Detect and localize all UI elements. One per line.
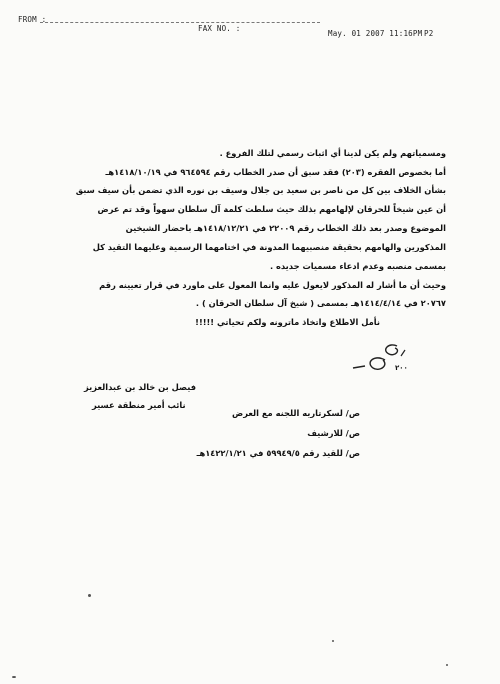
body-line-1: ومسمياتهم ولم يكن لدينا أي اثبات رسمي لتلك الفروع . — [219, 148, 446, 158]
signatory-title: نائب أمير منطقة عسير — [92, 400, 186, 410]
body-line-6: المذكورين والهامهم بحقيقة منصبيهما المدونة في اختامهما الرسمية وعليهما التقيد كل — [92, 242, 446, 252]
fax-number-label: FAX NO. : — [198, 24, 241, 33]
body-line-4: أن عين شيخاً للحرقان لإلهامهم بذلك حيث سلطت كلمة آل سلطان سهواً وقد تم عرض — [97, 204, 446, 214]
distribution-line-3: ص/ للقيد رقم ٥٩٩٤٩/٥ في ١٤٢٢/١/٢١هـ — [196, 448, 360, 458]
initials-note: ٢٠٠ — [395, 364, 408, 372]
fax-header-divider — [40, 22, 320, 23]
distribution-line-1: ص/ لسكرتاريه اللجنه مع العرض — [232, 408, 360, 418]
body-line-8: وحيث أن ما أشار له المذكور لايعول عليه وانما المعول على ماورد في قرار تعيينه رقم — [99, 280, 446, 290]
body-line-7: بمسمى منصبه وعدم ادعاء مسميات جديده . — [269, 261, 446, 271]
scan-speck — [446, 664, 448, 666]
body-line-3: بشأن الخلاف بين كل من ناصر بن سعيد بن جلال وسيف بن نوره الذي تضمن بأن سيف سبق — [75, 185, 446, 195]
scan-speck — [88, 594, 91, 597]
body-line-9: ٢٠٧٦٧ في ١٤١٤/٤/١٤هـ بمسمى ( شيخ آل سلطان الحرقان ) . — [195, 298, 446, 308]
scan-speck — [332, 640, 334, 642]
body-line-5: الموضوع وصدر بعد ذلك الخطاب رقم ٢٢٠٠٩ في ١٤١٨/١٢/٢١هـ باحضار الشيخين — [125, 223, 446, 233]
distribution-line-2: ص/ للارشيف — [307, 428, 360, 438]
scan-speck — [12, 676, 16, 678]
body-line-2: أما بخصوص الفقره (٢٠٣) فقد سبق أن صدر الخطاب رقم ٩٦٤٥٩٤ في ١٤١٨/١٠/١٩هـ — [105, 167, 446, 177]
fax-datetime: May. 01 2007 11:16PM — [328, 29, 423, 38]
body-line-10: نأمل الاطلاع واتخاذ ماترونه ولكم تحياتي !!!!! — [195, 317, 380, 327]
fax-page-number: P2 — [424, 29, 434, 38]
fax-from-label: FROM : — [18, 15, 47, 24]
signatory-name: فيصل بن خالد بن عبدالعزيز — [84, 382, 197, 392]
